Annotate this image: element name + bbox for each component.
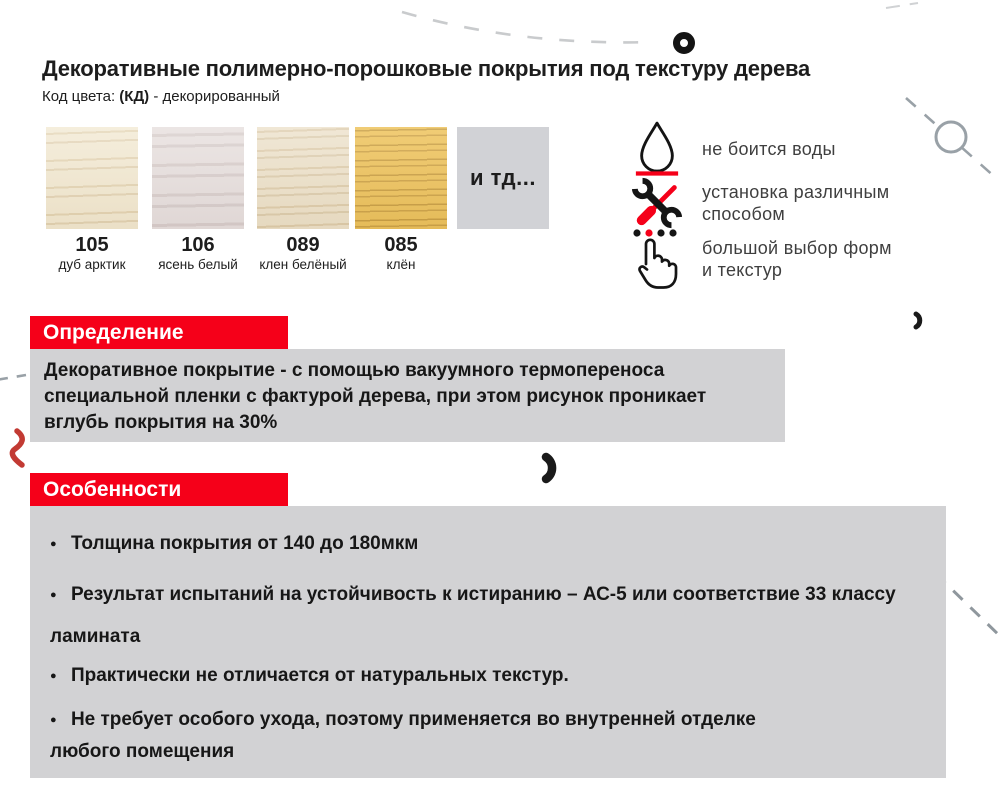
swatch-label: [345, 234, 457, 273]
swatch-name: клен белёный: [259, 257, 347, 272]
donut-dot: [677, 36, 692, 51]
top-right-corner-dash: [886, 3, 918, 8]
color-code-subtitle: [42, 88, 280, 105]
feature-bullet: ● Не требует особого ухода, поэтому применяется во внутренней отделке любого помещения: [50, 704, 924, 767]
swatch-label: [247, 234, 359, 273]
swatch-name: клён: [386, 257, 416, 272]
swatch-label: [36, 234, 148, 273]
subtitle-prefix: Код цвета:: [42, 88, 116, 105]
tools-icon: [628, 176, 686, 230]
section-header-features: Особенности: [30, 473, 288, 506]
ring-circle: [936, 122, 966, 152]
feature-label: не боится воды: [702, 139, 836, 159]
etc-box: и тд...: [457, 127, 549, 229]
definition-body: Декоративное покрытие - с помощью вакуумного термопереноса специальной пленки с фактурой дерева, при этом рисунок проникает вглубь покрытия на 30%: [30, 349, 785, 442]
feature-label: установка различным способом: [702, 182, 890, 224]
page-title: Декоративные полимерно-порошковые покрытия под текстуру дерева: [42, 56, 811, 81]
dashed-line: [906, 98, 996, 178]
feature-label: большой выбор форм и текстур: [702, 238, 892, 280]
feature-bullet: ● Результат испытаний на устойчивость к истиранию – АС-5 или соответствие 33 классу ламината: [50, 574, 924, 658]
feature-row-water: [628, 120, 836, 178]
swatch-code: 089: [286, 234, 320, 256]
small-comma: [916, 314, 920, 327]
swatch-105: [46, 127, 138, 229]
feature-row-installation: [628, 176, 889, 230]
swatch-106: [152, 127, 244, 229]
feature-bullet: ● Толщина покрытия от 140 до 180мкм: [50, 532, 924, 556]
feature-row-choice: [628, 228, 892, 290]
swatch-085: [355, 127, 447, 229]
left-dash: [0, 375, 26, 380]
swatch-name: ясень белый: [158, 257, 238, 272]
swatch-code: 105: [75, 234, 109, 256]
subtitle-suffix: - декорированный: [153, 88, 280, 105]
water-drop-icon: [628, 120, 686, 178]
big-comma: [546, 457, 552, 479]
subtitle-code: (КД): [119, 88, 150, 105]
red-squiggle: [12, 431, 22, 465]
hand-pointer-icon: [628, 228, 686, 290]
section-header-definition: Определение: [30, 316, 288, 349]
features-bullet-list: [50, 532, 924, 767]
swatch-label: [142, 234, 254, 273]
swatch-code: 106: [181, 234, 215, 256]
feature-bullet: ● Практически не отличается от натуральных текстур.: [50, 664, 924, 688]
features-panel: [30, 506, 946, 778]
swatch-089: [257, 127, 349, 229]
swatch-code: 085: [384, 234, 418, 256]
dashed-arc: [402, 12, 655, 42]
swatch-name: дуб арктик: [58, 257, 126, 272]
